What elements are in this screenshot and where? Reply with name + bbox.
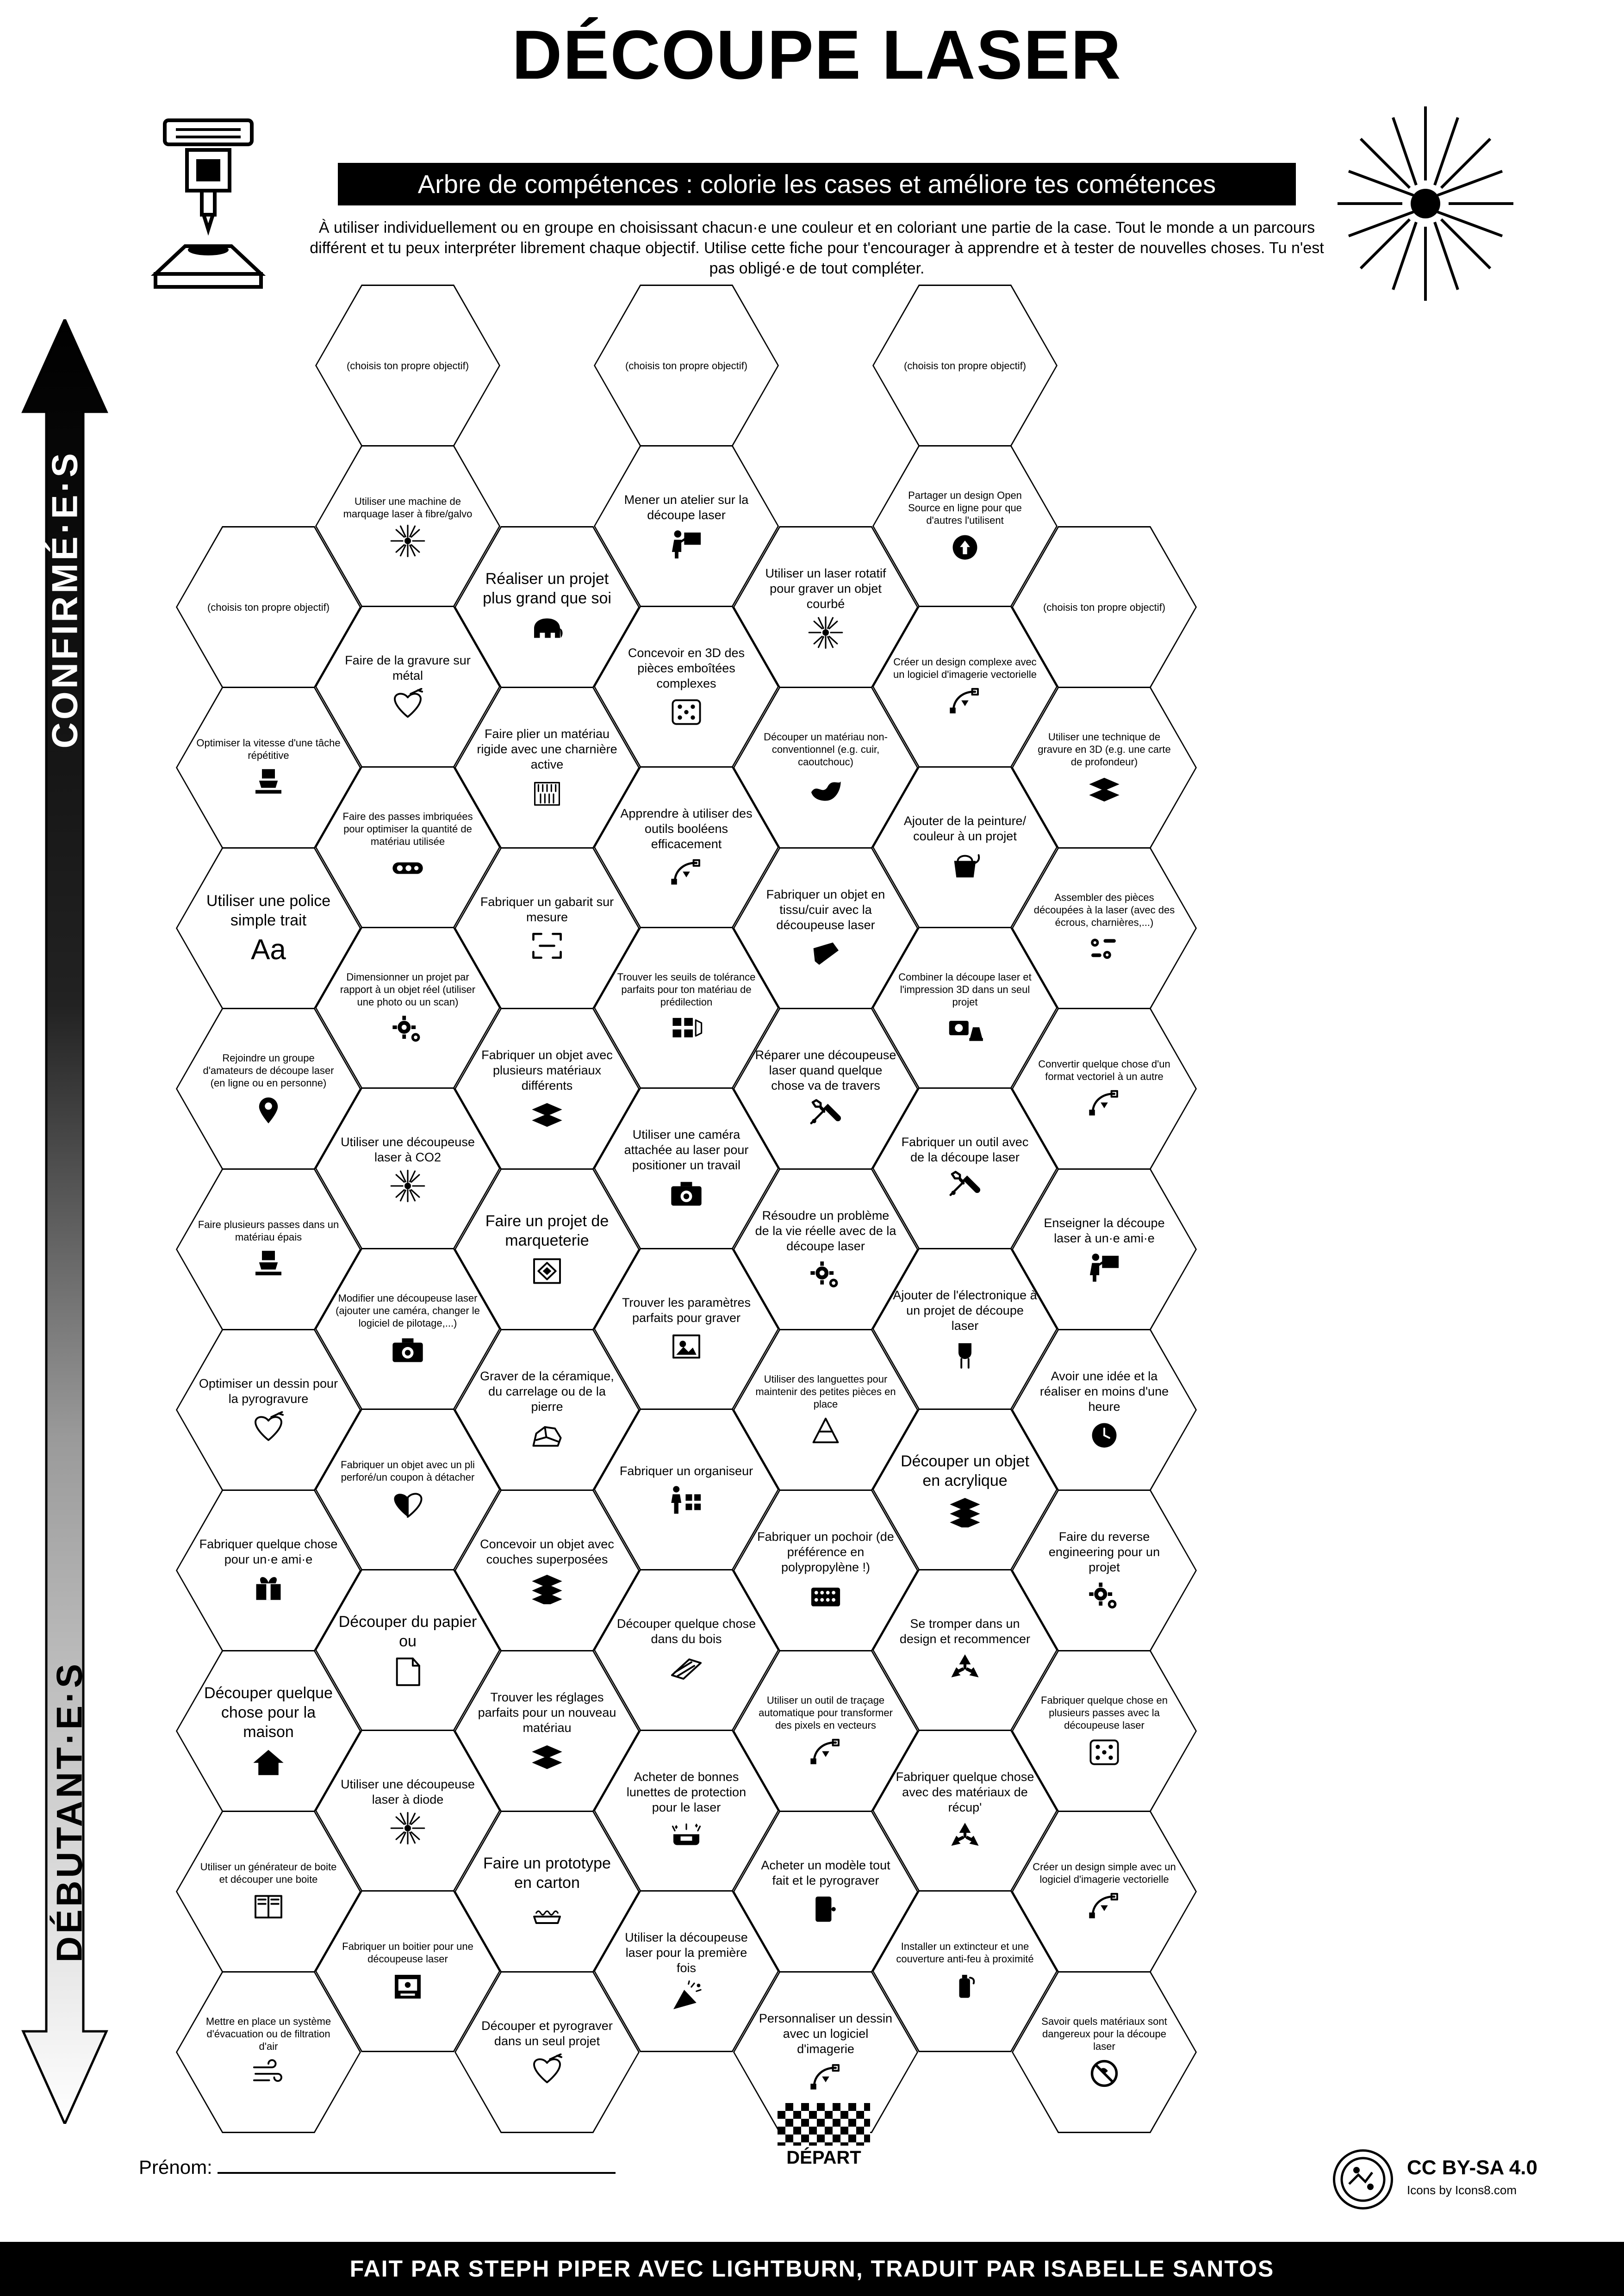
start-label: DÉPART xyxy=(786,2147,861,2168)
skill-hex-c7r5[interactable] xyxy=(1012,1168,1197,1330)
hex-label: Assembler des pièces découpées à la laser (avec des écrous, charnières,...) xyxy=(1033,891,1175,928)
hex-icon-burst-icon xyxy=(390,1170,426,1202)
hex-label: Découper quelque chose dans du bois xyxy=(616,1617,756,1646)
axis-label-confirmed: CONFIRMÉ·E·S xyxy=(44,450,85,749)
hex-icon-paint-icon xyxy=(947,849,983,881)
hex-icon-fabric-icon xyxy=(808,937,844,970)
hex-icon-heart-split-icon xyxy=(390,1488,426,1520)
hex-icon-gears-icon xyxy=(1086,1580,1122,1612)
hex-label: Fabriquer quelque chose pour un·e ami·e xyxy=(199,1537,338,1566)
skill-hex-c6r0[interactable] xyxy=(872,285,1058,447)
hex-label: Concevoir un objet avec couches superposées xyxy=(480,1537,614,1566)
hex-label: Fabriquer un objet avec un pli perforé/un coupon à détacher xyxy=(341,1459,475,1483)
hex-label: Apprendre à utiliser des outils booléens efficacement xyxy=(620,806,753,851)
hex-icon-layers-icon xyxy=(529,1740,565,1773)
hex-label: Avoir une idée et la réaliser en moins d'une heure xyxy=(1039,1369,1169,1414)
skill-hex-c4r0[interactable] xyxy=(594,285,779,447)
skill-hex-c7r10[interactable] xyxy=(1012,1971,1197,2133)
hex-label: Dimensionner un projet par rapport à un objet réel (utiliser une photo ou un scan) xyxy=(340,971,476,1008)
credit-bar: FAIT PAR STEPH PIPER AVEC LIGHTBURN, TRADUIT PAR ISABELLE SANTOS xyxy=(0,2242,1624,2296)
hex-label: Résoudre un problème de la vie réelle avec de la découpe laser xyxy=(755,1208,896,1253)
page-intro-text: À utiliser individuellement ou en groupe en choisissant chacun·e une couleur et en coloriant une partie de la case. Tout le monde a un parcours différent et tu peux interpréter librement chaque objectif. Utilise cette fiche pour t'encourager à apprendre et à tester de nouvelles choses. Tu n'est pas obligé·e de tout compléter. xyxy=(310,219,1324,277)
hex-label: Découper un objet en acrylique xyxy=(901,1452,1029,1489)
hex-icon-recycle-icon xyxy=(947,1651,983,1684)
hex-label: Découper du papier ou xyxy=(338,1613,477,1650)
hex-label: Trouver les paramètres parfaits pour graver xyxy=(622,1296,751,1325)
hex-label: Installer un extincteur et une couverture anti-feu à proximité xyxy=(896,1941,1034,1965)
skill-hex-c7r9[interactable] xyxy=(1012,1811,1197,1973)
hex-label: Réparer une découpeuse laser quand quelque chose va de travers xyxy=(755,1048,896,1092)
hex-icon-house-icon xyxy=(250,1746,286,1779)
hex-label: Fabriquer un gabarit sur mesure xyxy=(480,895,614,924)
hex-icon-stone-icon xyxy=(529,1419,565,1452)
hex-label: Utiliser une découpeuse laser à diode xyxy=(341,1777,475,1806)
hex-label: Savoir quels matériaux sont dangereux pour la découpe laser xyxy=(1041,2015,1167,2052)
skill-hex-c7r3[interactable] xyxy=(1012,847,1197,1009)
hex-icon-upload-icon xyxy=(947,531,983,564)
hex-icon-gears-icon xyxy=(808,1259,844,1291)
hex-label: Utiliser une découpeuse laser à CO2 xyxy=(341,1135,475,1164)
name-input-line[interactable] xyxy=(218,2170,616,2174)
hex-icon-tools-icon xyxy=(947,1170,983,1202)
hex-icon-pyro-icon xyxy=(390,688,426,720)
hex-label: Fabriquer quelque chose avec des matériaux de récup' xyxy=(896,1769,1034,1814)
hex-label: Utiliser un outil de traçage automatique pour transformer des pixels en vecteurs xyxy=(759,1694,893,1731)
hex-icon-marquetry-icon xyxy=(529,1255,565,1287)
hex-label: Partager un design Open Source en ligne pour que d'autres l'utilisent xyxy=(908,489,1022,526)
hex-icon-forbidden-icon xyxy=(1086,2057,1122,2090)
start-marker xyxy=(768,2103,879,2172)
hex-label: Fabriquer un outil avec de la découpe laser xyxy=(901,1135,1029,1164)
hex-label: Mener un atelier sur la découpe laser xyxy=(624,493,749,522)
hex-label: Rejoindre un groupe d'amateurs de découpe laser (en ligne ou en personne) xyxy=(203,1052,334,1089)
hex-icon-recycle-icon xyxy=(947,1820,983,1852)
hex-icon-vector-icon xyxy=(668,856,704,889)
hex-label: Fabriquer un objet en tissu/cuir avec la découpeuse laser xyxy=(766,887,885,932)
hex-label: Ajouter de l'électronique à un projet de découpe laser xyxy=(893,1288,1037,1333)
hex-label: Découper et pyrograver dans un seul projet xyxy=(481,2019,613,2048)
page-subtitle: Arbre de compétences : colorie les cases et améliore tes cométences xyxy=(338,163,1296,205)
hex-label: Faire un prototype en carton xyxy=(483,1855,611,1892)
hex-icon-stamp-icon xyxy=(250,766,286,799)
hex-label: Trouver les réglages parfaits pour un nouveau matériau xyxy=(478,1690,616,1735)
hex-icon-goggles-icon xyxy=(668,1820,704,1852)
hex-icon-dice-icon xyxy=(1086,1736,1122,1769)
hex-icon-box-icon xyxy=(250,1890,286,1923)
hex-icon-camera-icon xyxy=(668,1178,704,1210)
skill-hex-c2r0[interactable] xyxy=(315,285,500,447)
hex-icon-paper-icon xyxy=(390,1656,426,1688)
hex-icon-stamp-icon xyxy=(250,1248,286,1280)
hex-icon-pyro-icon xyxy=(250,1411,286,1444)
hex-icon-bolts-icon xyxy=(1086,933,1122,966)
hex-icon-camera-icon xyxy=(390,1334,426,1366)
hex-label: Fabriquer un pochoir (de préférence en polypropylène !) xyxy=(757,1529,894,1574)
hex-label: (choisis ton propre objectif) xyxy=(625,360,748,372)
skill-hex-c7r4[interactable] xyxy=(1012,1008,1197,1170)
hex-icon-tabs-icon xyxy=(808,1415,844,1447)
hex-icon-burst-icon xyxy=(808,616,844,649)
hex-icon-tools-icon xyxy=(808,1098,844,1130)
hex-icon-wood-icon xyxy=(668,1651,704,1684)
page-title: DÉCOUPE LASER xyxy=(512,16,1122,93)
hex-icon-boxparts-icon xyxy=(668,1013,704,1045)
axis-label-beginner: DÉBUTANT·E·S xyxy=(49,1661,90,1963)
hex-icon-presenter-icon xyxy=(1086,1251,1122,1283)
hex-label: Graver de la céramique, du carrelage ou de la pierre xyxy=(480,1369,614,1414)
skill-hex-c7r7[interactable] xyxy=(1012,1489,1197,1651)
hex-icon-engrave-icon xyxy=(668,1330,704,1363)
hex-label: Acheter de bonnes lunettes de protection pour le laser xyxy=(626,1769,747,1814)
hex-label: Faire un projet de marqueterie xyxy=(485,1212,609,1249)
hex-label: Créer un design complexe avec un logiciel d'imagerie vectorielle xyxy=(893,656,1037,680)
hex-icon-extinguisher-icon xyxy=(947,1970,983,2002)
hex-icon-led-icon xyxy=(947,1338,983,1371)
hex-label: (choisis ton propre objectif) xyxy=(346,360,469,372)
hex-label: Utiliser la découpeuse laser pour la première fois xyxy=(625,1930,748,1975)
hex-label: Modifier une découpeuse laser (ajouter une caméra, changer le logiciel de pilotage,...) xyxy=(336,1292,480,1329)
hex-label: Faire plier un matériau rigide avec une charnière active xyxy=(477,726,617,771)
hex-label: Faire du reverse engineering pour un projet xyxy=(1048,1529,1160,1574)
hex-icon-vector-icon xyxy=(1086,1087,1122,1120)
hex-label: Fabriquer un organiseur xyxy=(619,1464,753,1478)
hex-icon-cardboard-icon xyxy=(529,1897,565,1930)
creative-commons-badge-icon xyxy=(1333,2149,1393,2209)
icons-credit-label: Icons by Icons8.com xyxy=(1407,2183,1517,2197)
hex-icon-layers-icon xyxy=(529,1098,565,1130)
hex-label: Se tromper dans un design et recommencer xyxy=(899,1617,1031,1646)
hex-label: Enseigner la découpe laser à un·e ami·e xyxy=(1044,1216,1165,1245)
hex-icon-vector-icon xyxy=(808,2061,844,2094)
hex-label: Faire de la gravure sur métal xyxy=(345,653,471,683)
skill-hex-c7r1[interactable] xyxy=(1012,526,1197,688)
license-label: CC BY-SA 4.0 xyxy=(1407,2156,1538,2179)
hex-label: Optimiser un dessin pour la pyrogravure xyxy=(199,1377,338,1406)
hex-label: Utiliser un générateur de boite et découper une boite xyxy=(200,1861,337,1885)
hex-icon-leather-icon xyxy=(808,773,844,805)
hex-icon-gears-icon xyxy=(390,1013,426,1045)
hex-icon-clock-icon xyxy=(1086,1419,1122,1452)
hex-icon-Aa-icon: Aa xyxy=(251,934,286,966)
hex-icon-elephant-icon xyxy=(529,613,565,645)
hex-label: Utiliser un laser rotatif pour graver un objet courbé xyxy=(765,566,886,611)
hex-icon-stacklayers-icon xyxy=(529,1572,565,1604)
hex-icon-dice-icon xyxy=(668,696,704,728)
hex-label: Fabriquer quelque chose en plusieurs passes avec la découpeuse laser xyxy=(1041,1694,1168,1731)
hex-label: Acheter un modèle tout fait et le pyrograver xyxy=(761,1858,890,1887)
hex-icon-presenter-icon xyxy=(668,527,704,560)
hex-label: (choisis ton propre objectif) xyxy=(207,601,330,613)
hex-icon-burst-icon xyxy=(390,1812,426,1844)
skill-hex-c7r6[interactable] xyxy=(1012,1329,1197,1491)
hex-icon-party-icon xyxy=(668,1980,704,2013)
hex-label: Utiliser des languettes pour maintenir des petites pièces en place xyxy=(755,1373,896,1410)
hex-icon-vector-icon xyxy=(947,685,983,718)
hex-label: Utiliser une machine de marquage laser à fibre/galvo xyxy=(343,496,473,520)
checkered-flag-icon xyxy=(778,2103,870,2146)
skill-hex-c7r2[interactable] xyxy=(1012,687,1197,849)
hex-icon-pyro-icon xyxy=(529,2054,565,2086)
hex-label: Trouver les seuils de tolérance parfaits pour ton matériau de prédilection xyxy=(617,971,756,1008)
hex-label: Faire plusieurs passes dans un matériau épais xyxy=(198,1219,339,1243)
hex-label: Fabriquer un boitier pour une découpeuse laser xyxy=(342,1941,473,1965)
hex-icon-template-icon xyxy=(808,1893,844,1925)
hex-label: Découper un matériau non-conventionnel (e.g. cuir, caoutchouc) xyxy=(764,731,888,768)
hex-icon-burst-icon xyxy=(390,525,426,557)
hex-icon-stencil-icon xyxy=(808,1580,844,1612)
name-label: Prénom: xyxy=(139,2156,212,2178)
hex-icon-enclosure-icon xyxy=(390,1970,426,2002)
hex-label: Mettre en place un système d'évacuation ou de filtration d'air xyxy=(205,2015,331,2052)
hex-label: Personnaliser un dessin avec un logiciel d'imagerie xyxy=(759,2011,893,2056)
hex-label: Utiliser une caméra attachée au laser pour positioner un travail xyxy=(624,1127,749,1172)
hex-icon-wind-icon xyxy=(250,2057,286,2090)
name-field-row xyxy=(139,2156,694,2178)
hex-label: Ajouter de la peinture/ couleur à un projet xyxy=(903,814,1027,843)
hex-icon-gift-icon xyxy=(250,1572,286,1604)
hex-icon-livinghinge-icon xyxy=(529,777,565,809)
hex-icon-vector-icon xyxy=(808,1736,844,1769)
hex-label: Fabriquer un objet avec plusieurs matériaux différents xyxy=(481,1048,613,1092)
hex-label: Utiliser une technique de gravure en 3D (e.g. une carte de profondeur) xyxy=(1038,731,1171,768)
hex-icon-jig-icon xyxy=(529,930,565,962)
hex-label: Utiliser une police simple trait xyxy=(206,892,331,929)
skill-hex-c7r8[interactable] xyxy=(1012,1650,1197,1812)
hex-label: Optimiser la vitesse d'une tâche répétitive xyxy=(196,737,341,761)
hex-icon-layers-icon xyxy=(1086,773,1122,805)
hex-icon-vector-icon xyxy=(1086,1890,1122,1923)
hex-icon-organiser-icon xyxy=(668,1483,704,1516)
hex-label: Réaliser un projet plus grand que soi xyxy=(483,570,611,607)
hex-label: (choisis ton propre objectif) xyxy=(1043,601,1166,613)
hex-label: Concevoir en 3D des pièces emboîtées complexes xyxy=(628,645,745,690)
hex-label: Découper quelque chose pour la maison xyxy=(204,1684,333,1741)
hex-icon-pin-icon xyxy=(250,1094,286,1126)
hex-label: Faire des passes imbriquées pour optimiser la quantité de matériau utilisée xyxy=(342,810,473,847)
license-block xyxy=(1407,2156,1592,2197)
hex-label: Créer un design simple avec un logiciel d'imagerie vectorielle xyxy=(1033,1861,1176,1885)
hex-icon-camera3d-icon xyxy=(947,1013,983,1045)
hex-label: Combiner la découpe laser et l'impression 3D dans un seul projet xyxy=(898,971,1032,1008)
hex-label: Convertir quelque chose d'un format vectoriel à un autre xyxy=(1038,1058,1170,1082)
hex-icon-stacklayers-icon xyxy=(947,1495,983,1527)
hex-label: (choisis ton propre objectif) xyxy=(903,360,1027,372)
hex-icon-nest-icon xyxy=(390,852,426,885)
